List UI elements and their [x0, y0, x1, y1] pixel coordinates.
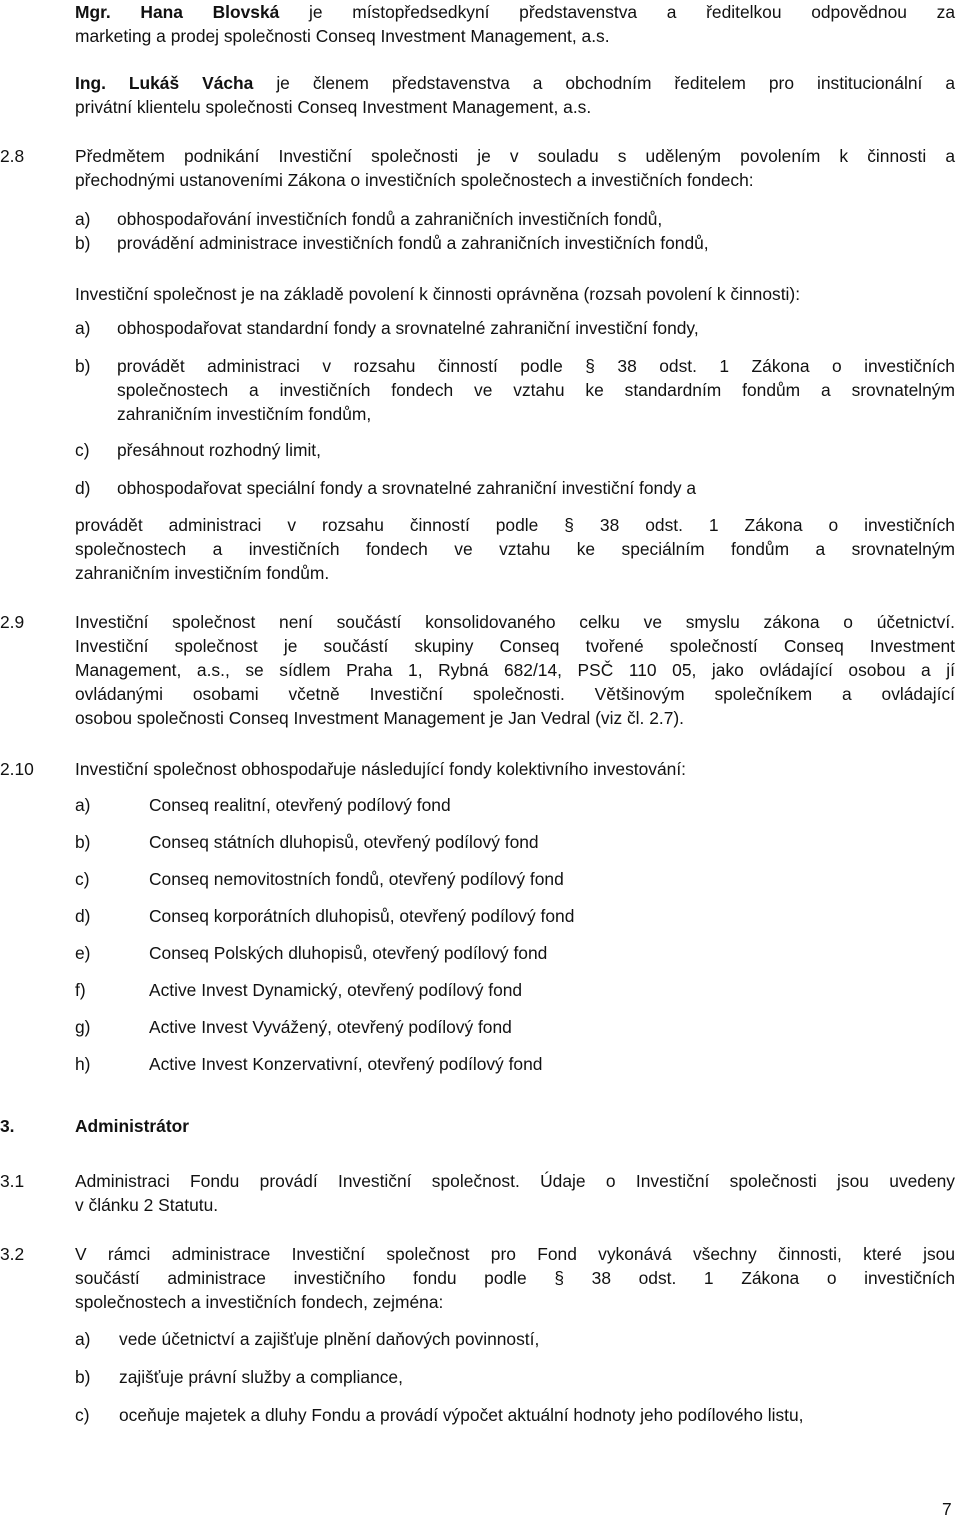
list-marker: d) — [75, 906, 91, 926]
s2-8-line2: přechodnými ustanoveními Zákona o investičních společnostech a investičních fondech: — [75, 170, 754, 190]
section-number: 2.9 — [0, 612, 25, 632]
list-marker: c) — [75, 1405, 90, 1425]
paragraph-symbol: § — [585, 356, 595, 376]
list-item-line1: provádět administraci v rozsahu činností podle § 38 odst. 1 Zákona o investičních — [117, 356, 955, 376]
list-item: zajišťuje právní služby a compliance, — [119, 1367, 403, 1387]
intro-p1-line1: Mgr. Hana Blovská je místopředsedkyní představenstva a ředitelkou odpovědnou za — [75, 2, 955, 22]
list-marker: e) — [75, 943, 91, 963]
fund-item: Active Invest Vyvážený, otevřený podílový fond — [149, 1017, 512, 1037]
section-number: 3.2 — [0, 1244, 25, 1264]
list-marker: c) — [75, 440, 90, 460]
intro-p2-line2: privátní klientelu společnosti Conseq Investment Management, a.s. — [75, 97, 592, 117]
s3-2-line2: součástí administrace investičního fondu podle § 38 odst. 1 Zákona o investičních — [75, 1268, 955, 1288]
s2-10-text: Investiční společnost obhospodařuje následující fondy kolektivního investování: — [75, 759, 686, 779]
fund-item: Active Invest Dynamický, otevřený podílový fond — [149, 980, 523, 1000]
fund-item: Conseq realitní, otevřený podílový fond — [149, 795, 451, 815]
list-marker: a) — [75, 209, 91, 229]
s2-9-line: Investiční společnost je součástí skupiny Conseq tvořené společností Conseq Investment — [75, 636, 955, 656]
cont-line2: společnostech a investičních fondech ve vztahu ke speciálním fondům a srovnatelným — [75, 539, 955, 559]
s2-9-line: Investiční společnost není součástí konsolidovaného celku ve smyslu zákona o účetnictví. — [75, 612, 955, 632]
person-name: Mgr. Hana Blovská — [75, 2, 280, 22]
fund-item: Conseq státních dluhopisů, otevřený podílový fond — [149, 832, 539, 852]
list-item: obhospodařování investičních fondů a zahraničních investičních fondů, — [117, 209, 663, 229]
section-number: 3.1 — [0, 1171, 25, 1191]
page-number: 7 — [942, 1499, 952, 1519]
list-item: oceňuje majetek a dluhy Fondu a provádí výpočet aktuální hodnoty jeho podílového listu, — [119, 1405, 804, 1425]
list-marker: b) — [75, 233, 91, 253]
s2-9-line: ovládanými osobami včetně Investiční společnosti. Většinovým společníkem a ovládající — [75, 684, 955, 704]
list-marker: f) — [75, 980, 86, 1000]
list-item: obhospodařovat standardní fondy a srovnatelné zahraniční investiční fondy, — [117, 318, 699, 338]
list-marker: d) — [75, 478, 91, 498]
person-name: Ing. Lukáš Vácha — [75, 73, 254, 93]
list-item: obhospodařovat speciální fondy a srovnatelné zahraniční investiční fondy a — [117, 478, 697, 498]
intro-p1-line2: marketing a prodej společnosti Conseq Investment Management, a.s. — [75, 26, 610, 46]
list-item-line2: společnostech a investičních fondech ve vztahu ke standardním fondům a srovnatelným — [117, 380, 955, 400]
s2-9-line: Management, a.s., se sídlem Praha 1, Rybná 682/14, PSČ 110 05, jako ovládající osobou a jí — [75, 660, 955, 680]
list-marker: a) — [75, 318, 91, 338]
section-number: 2.8 — [0, 146, 25, 166]
section-number: 2.10 — [0, 759, 34, 779]
s3-2-line3: společnostech a investičních fondech, zejména: — [75, 1292, 444, 1312]
cont-line3: zahraničním investičním fondům. — [75, 563, 330, 583]
list-item: provádění administrace investičních fondů a zahraničních investičních fondů, — [117, 233, 709, 253]
list-item: vede účetnictví a zajišťuje plnění daňových povinností, — [119, 1329, 540, 1349]
list-marker: a) — [75, 795, 91, 815]
s2-8-authorization: Investiční společnost je na základě povolení k činnosti oprávněna (rozsah povolení k činnosti): — [75, 284, 801, 304]
s2-8-line1: Předmětem podnikání Investiční společnosti je v souladu s uděleným povolením k činnosti a — [75, 146, 955, 166]
cont-line1: provádět administraci v rozsahu činností podle § 38 odst. 1 Zákona o investičních — [75, 515, 955, 535]
list-item-line3: zahraničním investičním fondům, — [117, 404, 372, 424]
list-marker: b) — [75, 356, 91, 376]
list-item: přesáhnout rozhodný limit, — [117, 440, 321, 460]
s3-1-line1: Administraci Fondu provádí Investiční společnost. Údaje o Investiční společnosti jsou uvedeny — [75, 1171, 955, 1191]
list-marker: a) — [75, 1329, 91, 1349]
list-marker: b) — [75, 1367, 91, 1387]
paragraph-symbol: § — [554, 1268, 565, 1288]
section-heading: Administrátor — [75, 1116, 190, 1136]
section-number: 3. — [0, 1116, 15, 1136]
s3-1-line2: v článku 2 Statutu. — [75, 1195, 219, 1215]
list-marker: b) — [75, 832, 91, 852]
intro-p2-line1: Ing. Lukáš Vácha je členem představenstva a obchodním ředitelem pro institucionální a — [75, 73, 955, 93]
fund-item: Conseq korporátních dluhopisů, otevřený podílový fond — [149, 906, 575, 926]
fund-item: Conseq Polských dluhopisů, otevřený podílový fond — [149, 943, 548, 963]
list-marker: c) — [75, 869, 90, 889]
fund-item: Active Invest Konzervativní, otevřený podílový fond — [149, 1054, 543, 1074]
fund-item: Conseq nemovitostních fondů, otevřený podílový fond — [149, 869, 564, 889]
paragraph-symbol: § — [564, 515, 574, 535]
s2-9-line: osobou společnosti Conseq Investment Management je Jan Vedral (viz čl. 2.7). — [75, 708, 685, 728]
list-marker: g) — [75, 1017, 91, 1037]
list-marker: h) — [75, 1054, 91, 1074]
s3-2-line1: V rámci administrace Investiční společnost pro Fond vykonává všechny činnosti, které jsou — [75, 1244, 955, 1264]
